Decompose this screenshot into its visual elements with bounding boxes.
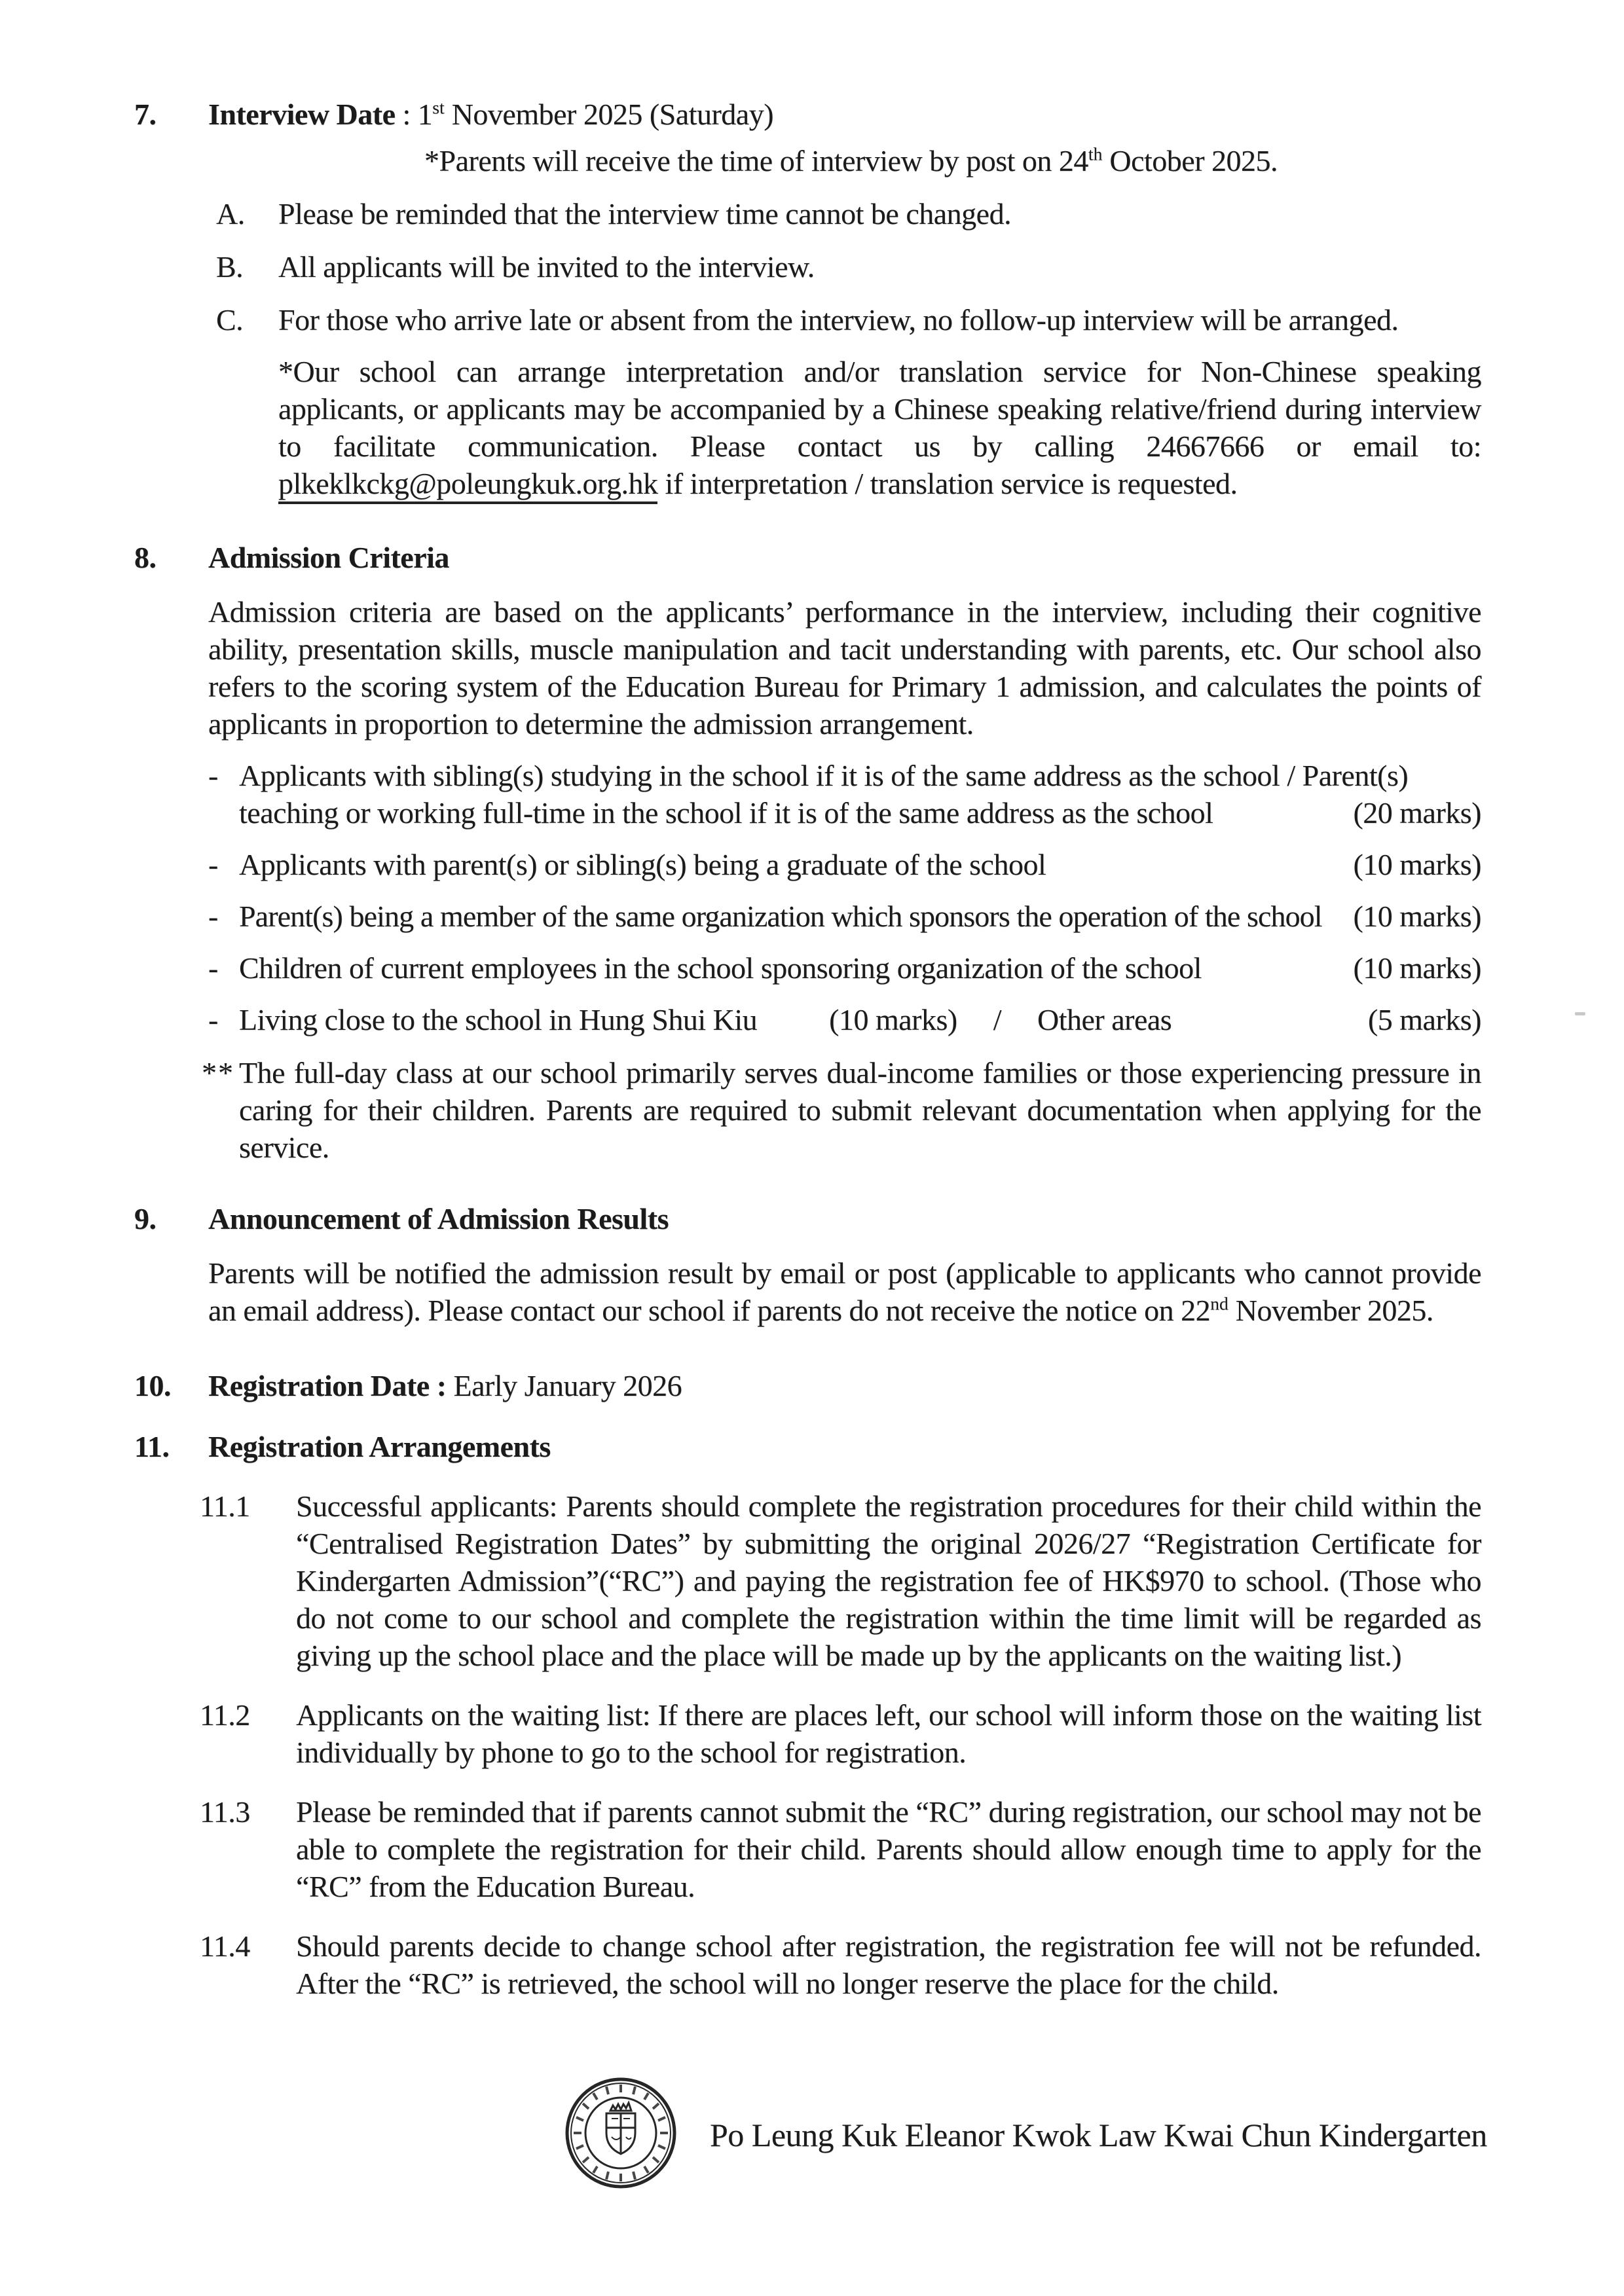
sub-item-11-1 [200, 1487, 1481, 1674]
section-8-admission-criteria [134, 539, 1481, 1166]
list-item-text: All applicants will be invited to the interview. [278, 250, 815, 283]
sub-item-11-2 [200, 1696, 1481, 1771]
criteria-row [208, 949, 1481, 987]
sub-item-number: 11.1 [200, 1489, 250, 1523]
bullet-dash: - [208, 848, 218, 881]
slash-separator: / [993, 1003, 1001, 1036]
admission-criteria-paragraph: Admission criteria are based on the applicants’ performance in the interview, including their cognitive ability, presentation skills, muscle manipulation and tacit understanding with parents, etc. Our school also refers to the scoring system of the Education Bureau for Primary 1 admission, and calculates the points of applicants in proportion to determine the admission arrangement. [208, 595, 1481, 740]
sub-item-number: 11.4 [200, 1929, 250, 1963]
registration-date-value: Early January 2026 [446, 1369, 682, 1402]
criteria-marks: (5 marks) [1367, 1003, 1481, 1036]
list-item-c [216, 301, 1481, 338]
criteria-text: Living close to the school in Hung Shui Kiu [239, 1003, 758, 1036]
criteria-text: Applicants with sibling(s) studying in the school if it is of the same address as the school / Parent(s) teaching or working full-time in the school if it is of the same address as the school [239, 759, 1409, 829]
sub-item-text: Please be reminded that if parents cannot submit the “RC” during registration, our school may not be able to complete the registration for their child. Parents should allow enough time to apply for the “RC” from the Education Bureau. [296, 1795, 1481, 1903]
criteria-marks: (10 marks) [829, 1003, 957, 1036]
section-body [208, 96, 1481, 502]
section-number: 11. [134, 1430, 170, 1463]
document-footer [564, 2077, 1487, 2193]
interview-post-note: *Parents will receive the time of interview by post on 24th October 2025. [424, 143, 1278, 177]
criteria-marks: (20 marks) [1353, 796, 1481, 829]
list-item-b [216, 248, 1481, 285]
document-content [134, 96, 1481, 2002]
school-name: Po Leung Kuk Eleanor Kwok Law Kwai Chun Kindergarten [710, 2116, 1487, 2153]
criteria-row [208, 898, 1481, 935]
bullet-dash: - [208, 759, 218, 792]
double-asterisk-marker: ** [202, 1056, 234, 1089]
sub-item-11-3 [200, 1793, 1481, 1905]
school-email-address: plkeklkckg@poleungkuk.org.hk [278, 467, 657, 504]
announcement-heading: Announcement of Admission Results [208, 1202, 669, 1235]
sub-item-text: Applicants on the waiting list: If there are places left, our school will inform those on the waiting list individually by phone to go to the school for registration. [296, 1698, 1481, 1769]
criteria-text: Parent(s) being a member of the same organization which sponsors the operation of the school [239, 900, 1322, 933]
section-9-announcement [134, 1200, 1481, 1329]
registration-arrangements-heading: Registration Arrangements [208, 1430, 551, 1463]
list-item-letter: A. [216, 197, 245, 230]
interview-date-heading: Interview Date : 1st November 2025 (Saturday) [208, 97, 774, 131]
section-number: 10. [134, 1369, 171, 1402]
section-11-registration-arrangements [134, 1428, 1481, 2002]
section-body [208, 1367, 1481, 1404]
list-item-letter: B. [216, 250, 244, 283]
list-item-a [216, 195, 1481, 232]
heading-label: Interview Date [208, 98, 396, 131]
sub-item-11-4 [200, 1927, 1481, 2002]
section-body [208, 1200, 1481, 1329]
sub-item-number: 11.2 [200, 1698, 250, 1732]
section-number: 7. [134, 98, 157, 131]
criteria-row-location [208, 1001, 1481, 1038]
section-number: 9. [134, 1202, 157, 1235]
announcement-paragraph: Parents will be notified the admission result by email or post (applicable to applicants who cannot provide an email address). Please contact our school if parents do not receive the notice on 22nd November 2025. [208, 1256, 1481, 1327]
sub-item-text: Successful applicants: Parents should complete the registration procedures for their child within the “Centralised Registration Dates” by submitting the original 2026/27 “Registration Certificate for Kindergarten Admission”(“RC”) and paying the registration fee of HK$970 to school. (Those who do not come to our school and complete the registration within the time limit will be regarded as giving up the school place and the place will be made up by the applicants on the waiting list.) [296, 1489, 1481, 1672]
section-body [202, 539, 1481, 1166]
criteria-marks: (10 marks) [1353, 848, 1481, 881]
criteria-marks: (10 marks) [1353, 900, 1481, 933]
criteria-text: Applicants with parent(s) or sibling(s) being a graduate of the school [239, 848, 1046, 881]
section-body [200, 1428, 1481, 2002]
section-10-registration-date [134, 1367, 1481, 1404]
sub-item-text: Should parents decide to change school after registration, the registration fee will not be refunded. After the “RC” is retrieved, the school will no longer reserve the place for the child. [296, 1929, 1481, 2000]
ordinal-superscript: st [432, 97, 445, 118]
ordinal-superscript: th [1088, 143, 1103, 164]
criteria-marks: (10 marks) [1353, 951, 1481, 985]
full-day-class-note: ** The full-day class at our school primarily serves dual-income families or those experiencing pressure in caring for their children. Parents are required to submit relevant documentation when applying for the service. [208, 1054, 1481, 1166]
list-item-letter: C. [216, 303, 244, 337]
list-item-text: For those who arrive late or absent from the interview, no follow-up interview will be arranged. [278, 303, 1399, 337]
sub-item-number: 11.3 [200, 1795, 250, 1829]
criteria-text-other-areas: Other areas [1037, 1003, 1172, 1036]
admission-criteria-heading: Admission Criteria [208, 541, 449, 574]
school-seal-icon [564, 2077, 677, 2193]
bullet-dash: - [208, 951, 218, 985]
interview-date-value: November 2025 (Saturday) [444, 98, 774, 131]
section-7-interview-date [134, 96, 1481, 502]
ordinal-superscript: nd [1210, 1293, 1228, 1314]
registration-date-label: Registration Date : [208, 1369, 447, 1402]
list-item-text: Please be reminded that the interview time cannot be changed. [278, 197, 1012, 230]
scan-artifact [1575, 1012, 1585, 1015]
bullet-dash: - [208, 900, 218, 933]
section-number: 8. [134, 541, 157, 574]
bullet-dash: - [208, 1003, 218, 1036]
criteria-row [208, 846, 1481, 883]
criteria-text: Children of current employees in the school sponsoring organization of the school [239, 951, 1202, 985]
criteria-row [208, 757, 1481, 831]
interpretation-service-note: *Our school can arrange interpretation and/or translation service for Non-Chinese speaking applicants, or applicants may be accompanied by a Chinese speaking relative/friend during interview to facilitate communication. Please contact us by calling 24667666 or email to: plkeklkckg@poleungkuk.org.hk if interpretation / translation service is requested. [278, 353, 1481, 502]
